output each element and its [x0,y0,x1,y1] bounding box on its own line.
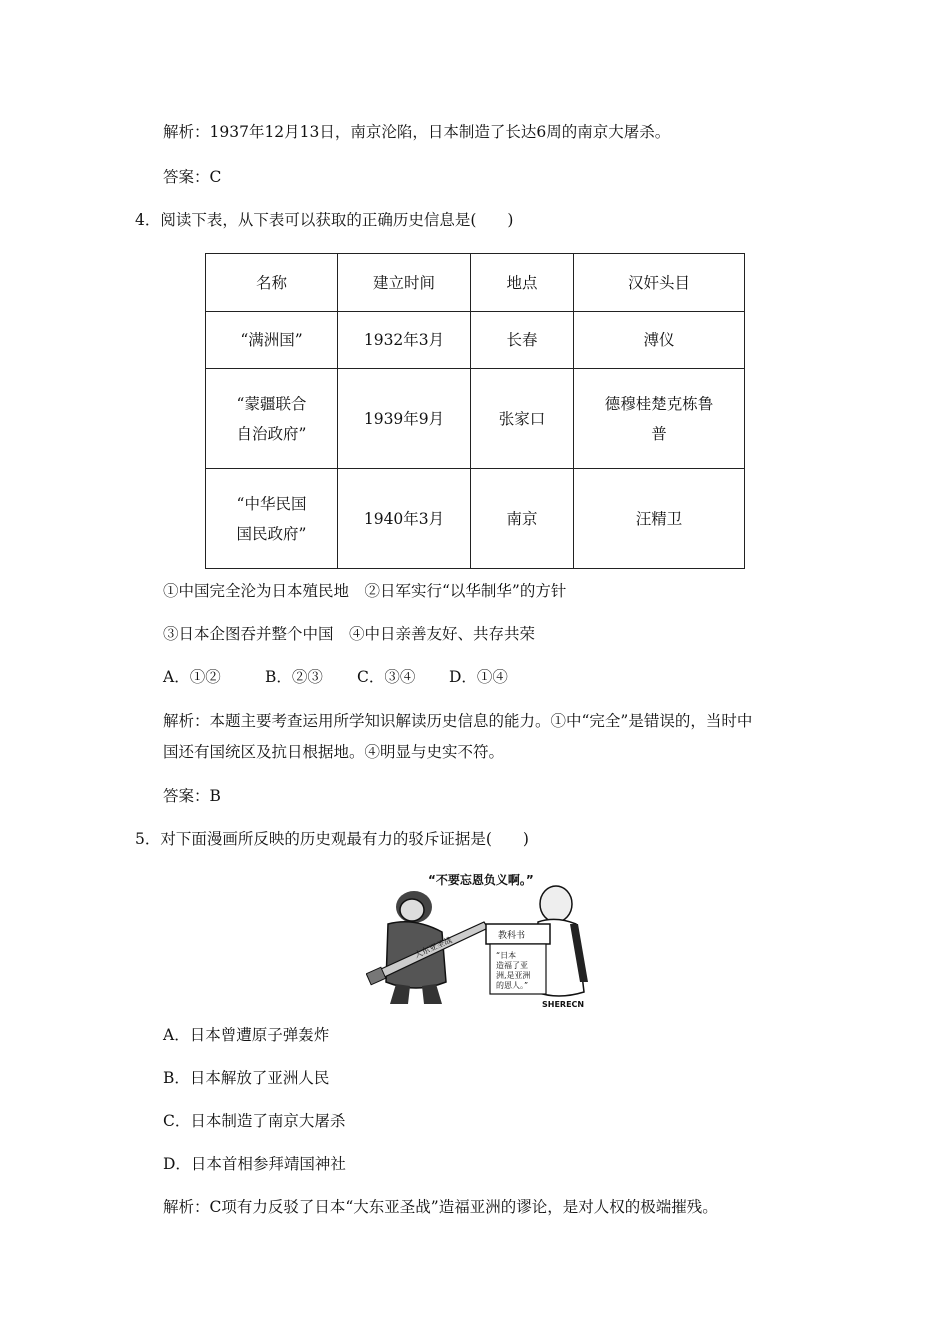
table-row [206,369,745,469]
q4-statement-2: ③日本企图吞并整个中国 ④中日亲善友好、共存共荣 [163,625,536,643]
table-cell-place: 南京 [471,469,574,569]
table-cell-place: 张家口 [471,369,574,469]
q4-option-c: C．③④ [357,668,416,686]
q5-option-b: B．日本解放了亚洲人民 [163,1069,330,1087]
book-text-4: 的恩人。” [496,981,529,990]
table-cell-time: 1940年3月 [338,469,471,569]
table-cell-name [206,312,338,369]
table-header-leader: 汉奸头目 [574,254,745,312]
table-cell-name [206,369,338,469]
leader-line-1: 汪精卫 [635,509,683,528]
q5-option-c: C．日本制造了南京大屠杀 [163,1112,346,1130]
leader-line-1: 溥仪 [643,331,675,349]
q4-statement-1: ①中国完全沦为日本殖民地 ②日军实行“以华制华”的方针 [163,582,567,600]
name-line-1: “满洲国” [240,331,303,349]
table-header-place: 地点 [471,254,574,312]
table-cell-name [206,469,338,569]
sword-inscription: 大东亚圣战 [413,935,454,960]
book-text-2: 造福了亚 [496,961,528,970]
q4-option-b: B．②③ [265,668,323,686]
name-line-1: “中华民国 [236,494,307,513]
q5-analysis: 解析：C项有力反驳了日本“大东亚圣战”造福亚洲的谬论，是对人权的极端摧残。 [163,1198,718,1216]
q3-analysis: 解析：1937年12月13日，南京沦陷，日本制造了长达6周的南京大屠杀。 [163,123,671,141]
q4-table [205,253,745,569]
q4-option-a: A．①② [163,668,221,686]
cartoon-caption: “不要忘恩负义啊。” [428,873,534,887]
name-line-2: 自治政府” [236,424,307,443]
table-header-row [206,254,745,312]
table-cell-place: 长春 [471,312,574,369]
q4-analysis-line-1: 解析：本题主要考查运用所学知识解读历史信息的能力。①中“完全”是错误的，当时中 [163,712,753,730]
leader-line-2: 普 [651,424,667,443]
table-row [206,312,745,369]
q4-answer: 答案：B [163,787,221,805]
book-text-3: 洲,是亚洲 [496,971,531,980]
book-text-1: “日本 [496,951,517,960]
book-title: 教科书 [498,931,526,941]
leader-line-1: 德穆桂楚克栋鲁 [604,394,714,413]
table-cell-time: 1932年3月 [338,312,471,369]
q5-option-a: A．日本曾遭原子弹轰炸 [163,1026,330,1044]
cartoon-credit: SHERECN [542,1000,585,1009]
table-cell-leader [574,369,745,469]
cartoon-image [366,862,592,1010]
q3-answer: 答案：C [163,168,222,186]
q5-stem: 5．对下面漫画所反映的历史观最有力的驳斥证据是( ) [135,830,529,848]
name-line-2: 国民政府” [236,524,307,543]
q4-analysis-line-2: 国还有国统区及抗日根据地。④明显与史实不符。 [163,743,505,761]
q4-stem: 4．阅读下表，从下表可以获取的正确历史信息是( ) [135,211,514,229]
table-row [206,469,745,569]
table-header-time: 建立时间 [338,254,471,312]
table-cell-leader [574,469,745,569]
q4-option-d: D．①④ [449,668,508,686]
table-header-name: 名称 [206,254,338,312]
q5-option-d: D．日本首相参拜靖国神社 [163,1155,346,1173]
name-line-1: “蒙疆联合 [236,394,307,413]
table-cell-time: 1939年9月 [338,369,471,469]
table-cell-leader [574,312,745,369]
